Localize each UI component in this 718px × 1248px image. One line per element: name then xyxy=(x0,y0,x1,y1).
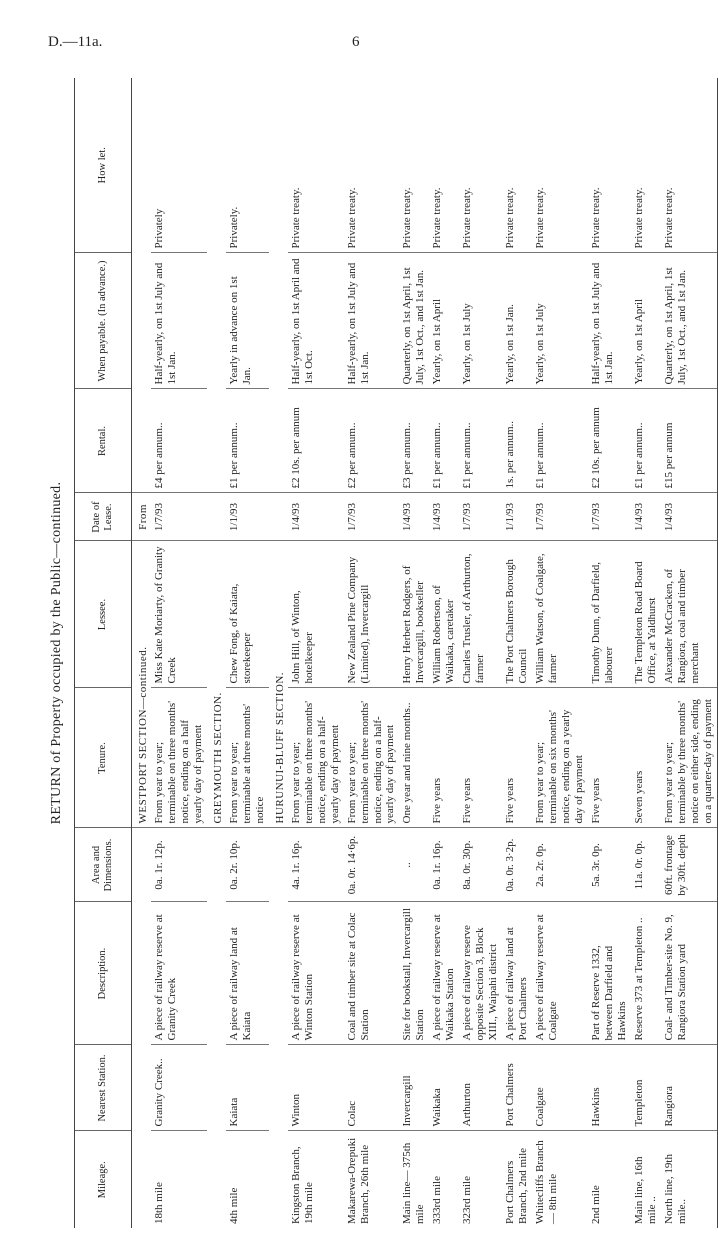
cell-area: 0a. 1r. 12p. xyxy=(151,828,207,902)
cell-station: Waikaka xyxy=(429,1045,459,1131)
cell-area: 11a. 0r. 0p. xyxy=(631,828,661,902)
section-date-cell xyxy=(207,493,226,541)
cell-date: 1/7/93 xyxy=(459,493,502,541)
table-row xyxy=(631,78,661,1228)
cell-area: 0a. 0r. 3·2p. xyxy=(502,828,532,902)
cell-description: A piece of railway reserve at Granity Creek xyxy=(151,902,207,1045)
table-row xyxy=(151,78,207,1228)
section-spacer xyxy=(132,78,151,493)
cell-lessee: Miss Kate Moriarty, of Granity Creek xyxy=(151,541,207,688)
cell-description: Coal and timber site at Colac Station xyxy=(344,902,400,1045)
cell-mileage: 323rd mile xyxy=(461,1176,474,1224)
cell-date: 1/4/93 xyxy=(429,493,459,541)
cell-rental: £1 per annum.. xyxy=(429,389,459,493)
section-heading-row xyxy=(207,78,226,1228)
cell-rental: £2 per annum.. xyxy=(344,389,400,493)
cell-lessee: William Robertson, of Waikaka, caretaker xyxy=(429,541,459,688)
cell-lessee: John Hill, of Winton, hotelkeeper xyxy=(288,541,344,688)
cell-how-let: Private treaty. xyxy=(661,78,717,253)
cell-mileage: Kingston Branch, 19th mile xyxy=(289,1146,315,1224)
cell-payable: Quarterly, on 1st April, 1st July, 1st Oct., and 1st Jan. xyxy=(399,253,429,389)
cell-area: 60ft. frontage by 30ft. depth xyxy=(661,828,717,902)
cell-how-let: Private treaty. xyxy=(344,78,400,253)
cell-station: Arthurton xyxy=(459,1045,502,1131)
table-row xyxy=(532,78,588,1228)
table-row xyxy=(459,78,502,1228)
cell-date: 1/4/93 xyxy=(399,493,429,541)
table-row xyxy=(344,78,400,1228)
section-heading: GREYMOUTH SECTION. xyxy=(207,541,226,828)
section-spacer xyxy=(269,78,288,493)
cell-how-let: Private treaty. xyxy=(631,78,661,253)
cell-date: 1/1/93 xyxy=(502,493,532,541)
cell-payable: Yearly, on 1st July xyxy=(532,253,588,389)
cell-lessee: Timothy Dunn, of Darfield, labourer xyxy=(588,541,631,688)
cell-how-let: Privately. xyxy=(226,78,269,253)
col-station: Nearest Station. xyxy=(75,1045,132,1131)
cell-mileage: Main line— 375th mile xyxy=(401,1142,427,1224)
cell-date: 1/4/93 xyxy=(288,493,344,541)
col-lessee: Lessee. xyxy=(75,541,132,688)
cell-station: Hawkins xyxy=(588,1045,631,1131)
table-body xyxy=(132,78,718,1228)
cell-description: Site for bookstall, Invercargill Station xyxy=(399,902,429,1045)
cell-lessee: New Zealand Pine Company (Limited), Invercargill xyxy=(344,541,400,688)
col-date: Date of Lease. xyxy=(75,493,132,541)
cell-lessee: The Templeton Road Board Office, at Yaldhurst xyxy=(631,541,661,688)
section-spacer xyxy=(132,828,151,1228)
cell-tenure: From year to year; terminable on three months' notice, ending on a half-yearly day of payment xyxy=(288,688,344,828)
cell-description: A piece of railway reserve at Winton Station xyxy=(288,902,344,1045)
cell-date: 1/7/93 xyxy=(532,493,588,541)
table-row xyxy=(399,78,429,1228)
cell-date: 1/1/93 xyxy=(226,493,269,541)
col-rental: Rental. xyxy=(75,389,132,493)
cell-lessee: Chew Fong, of Kaiata, storekeeper xyxy=(226,541,269,688)
page-number: 6 xyxy=(352,34,360,50)
cell-rental: £15 per annum xyxy=(661,389,717,493)
cell-payable: Half-yearly, on 1st July and 1st Jan. xyxy=(151,253,207,389)
cell-area: 2a. 2r. 0p. xyxy=(532,828,588,902)
cell-station: Coalgate xyxy=(532,1045,588,1131)
cell-tenure: One year and nine months.. xyxy=(399,688,429,828)
cell-description: Part of Reserve 1332, between Darfield and Hawkins xyxy=(588,902,631,1045)
cell-rental: 1s. per annum.. xyxy=(502,389,532,493)
cell-mileage: Main line, 16th mile .. xyxy=(632,1156,658,1224)
cell-mileage: 2nd mile xyxy=(590,1185,603,1224)
cell-tenure: From year to year; terminable on six months' notice, ending on a yearly day of payment xyxy=(532,688,588,828)
cell-lessee: Alexander McCracken, of Rangiora, coal and timber merchant xyxy=(661,541,717,688)
cell-rental: £1 per annum.. xyxy=(459,389,502,493)
cell-description: Coal- and Timber-site No. 9, Rangiora Station yard xyxy=(661,902,717,1045)
cell-payable: Yearly in advance on 1st Jan. xyxy=(226,253,269,389)
cell-date: 1/7/93 xyxy=(588,493,631,541)
cell-tenure: Five years xyxy=(588,688,631,828)
cell-rental: £2 10s. per annum xyxy=(288,389,344,493)
cell-area: 0a. 1r. 16p. xyxy=(429,828,459,902)
cell-payable: Half-yearly, on 1st April and 1st Oct. xyxy=(288,253,344,389)
cell-station: Winton xyxy=(288,1045,344,1131)
cell-area: 4a. 1r. 16p. xyxy=(288,828,344,902)
cell-mileage: Port Chalmers Branch, 2nd mile xyxy=(504,1147,530,1224)
table-row xyxy=(588,78,631,1228)
cell-how-let: Private treaty. xyxy=(588,78,631,253)
cell-rental: £1 per annum.. xyxy=(532,389,588,493)
cell-payable: Yearly, on 1st April xyxy=(631,253,661,389)
cell-date: 1/4/93 xyxy=(661,493,717,541)
cell-area: 5a. 3r. 0p. xyxy=(588,828,631,902)
rotated-table-page xyxy=(40,78,714,1228)
col-tenure: Tenure. xyxy=(75,688,132,828)
cell-description: Reserve 373 at Templeton .. xyxy=(631,902,661,1045)
cell-description: A piece of railway land at Kaiata xyxy=(226,902,269,1045)
cell-rental: £1 per annum.. xyxy=(631,389,661,493)
cell-tenure: Five years xyxy=(459,688,502,828)
section-heading-row xyxy=(269,78,288,1228)
section-heading: WESTPORT SECTION—continued. xyxy=(132,541,151,828)
cell-how-let: Private treaty. xyxy=(502,78,532,253)
cell-description: A piece of railway reserve at Waikaka Station xyxy=(429,902,459,1045)
cell-area: 0a. 0r. 14·6p. xyxy=(344,828,400,902)
cell-area: 8a. 0r. 30p. xyxy=(459,828,502,902)
cell-tenure: From year to year; terminable on three months' notice, ending on a half-yearly day of payment xyxy=(344,688,400,828)
cell-tenure: Five years xyxy=(502,688,532,828)
col-area: Area and Dimensions. xyxy=(75,828,132,902)
cell-lessee: The Port Chalmers Borough Council xyxy=(502,541,532,688)
cell-description: A piece of railway reserve at Coalgate xyxy=(532,902,588,1045)
cell-station: Invercargill xyxy=(399,1045,429,1131)
cell-payable: Half-yearly, on 1st July and 1st Jan. xyxy=(588,253,631,389)
cell-rental: £2 10s. per annum xyxy=(588,389,631,493)
property-return-table xyxy=(74,78,718,1228)
cell-tenure: From year to year; terminable on three months' notice, ending on a half yearly day of payment xyxy=(151,688,207,828)
cell-tenure: Seven years xyxy=(631,688,661,828)
cell-date: 1/7/93 xyxy=(151,493,207,541)
cell-payable: Yearly, on 1st April xyxy=(429,253,459,389)
section-heading: HURUNUI-BLUFF SECTION. xyxy=(269,541,288,828)
cell-tenure: Five years xyxy=(429,688,459,828)
cell-station: Rangiora xyxy=(661,1045,717,1131)
cell-station: Templeton xyxy=(631,1045,661,1131)
cell-mileage: 18th mile xyxy=(152,1182,165,1224)
cell-how-let: Privately xyxy=(151,78,207,253)
cell-area: .. xyxy=(399,828,429,902)
cell-how-let: Private treaty. xyxy=(532,78,588,253)
section-spacer xyxy=(207,828,226,1228)
cell-lessee: William Watson, of Coalgate, farmer xyxy=(532,541,588,688)
cell-station: Kaiata xyxy=(226,1045,269,1131)
cell-how-let: Private treaty. xyxy=(459,78,502,253)
cell-mileage: Makarewa-Orepuki Branch, 26th mile xyxy=(345,1137,371,1224)
cell-how-let: Private treaty. xyxy=(288,78,344,253)
section-date-cell: From xyxy=(132,493,151,541)
cell-description: A piece of railway land at Port Chalmers xyxy=(502,902,532,1045)
col-description: Description. xyxy=(75,902,132,1045)
cell-area: 0a. 2r. 10p. xyxy=(226,828,269,902)
section-spacer xyxy=(269,828,288,1228)
table-title: RETURN of Property occupied by the Public—continued. xyxy=(49,481,64,825)
cell-payable: Yearly, on 1st Jan. xyxy=(502,253,532,389)
section-date-cell xyxy=(269,493,288,541)
cell-payable: Yearly, on 1st July xyxy=(459,253,502,389)
cell-lessee: Henry Herbert Rodgers, of Invercargill, bookseller xyxy=(399,541,429,688)
table-row xyxy=(661,78,717,1228)
cell-tenure: From year to year; terminable at three months' notice xyxy=(226,688,269,828)
cell-mileage: 333rd mile xyxy=(431,1176,444,1224)
col-mileage: Mileage. xyxy=(75,1131,132,1228)
cell-date: 1/4/93 xyxy=(631,493,661,541)
cell-tenure: From year to year; terminable by three months' notice on either side, ending on a quarter-day of payment xyxy=(661,688,717,828)
cell-lessee: Charles Trusler, of Arthurton, farmer xyxy=(459,541,502,688)
cell-mileage: Whitecliffs Branch— 8th mile xyxy=(534,1140,560,1224)
cell-mileage: North line, 19th mile.. xyxy=(661,1131,717,1228)
cell-station: Colac xyxy=(344,1045,400,1131)
cell-payable: Quarterly, on 1st April, 1st July, 1st Oct., and 1st Jan. xyxy=(661,253,717,389)
cell-date: 1/7/93 xyxy=(344,493,400,541)
cell-station: Granity Creek.. xyxy=(151,1045,207,1131)
cell-how-let: Private treaty. xyxy=(429,78,459,253)
cell-rental: £4 per annum.. xyxy=(151,389,207,493)
cell-rental: £3 per annum.. xyxy=(399,389,429,493)
cell-station: Port Chalmers xyxy=(502,1045,532,1131)
col-payable: When payable. (In advance.) xyxy=(75,253,132,389)
cell-description: A piece of railway reserve opposite Section 3, Block XIII., Waipahi district xyxy=(459,902,502,1045)
col-how-let: How let. xyxy=(75,78,132,253)
cell-how-let: Private treaty. xyxy=(399,78,429,253)
section-spacer xyxy=(207,78,226,493)
table-row xyxy=(226,78,269,1228)
table-row xyxy=(429,78,459,1228)
table-row xyxy=(288,78,344,1228)
cell-rental: £1 per annum.. xyxy=(226,389,269,493)
cell-payable: Half-yearly, on 1st July and 1st Jan. xyxy=(344,253,400,389)
section-heading-row xyxy=(132,78,151,1228)
cell-mileage: 4th mile xyxy=(227,1187,240,1224)
table-row xyxy=(502,78,532,1228)
page-reference: D.—11a. xyxy=(48,34,103,50)
